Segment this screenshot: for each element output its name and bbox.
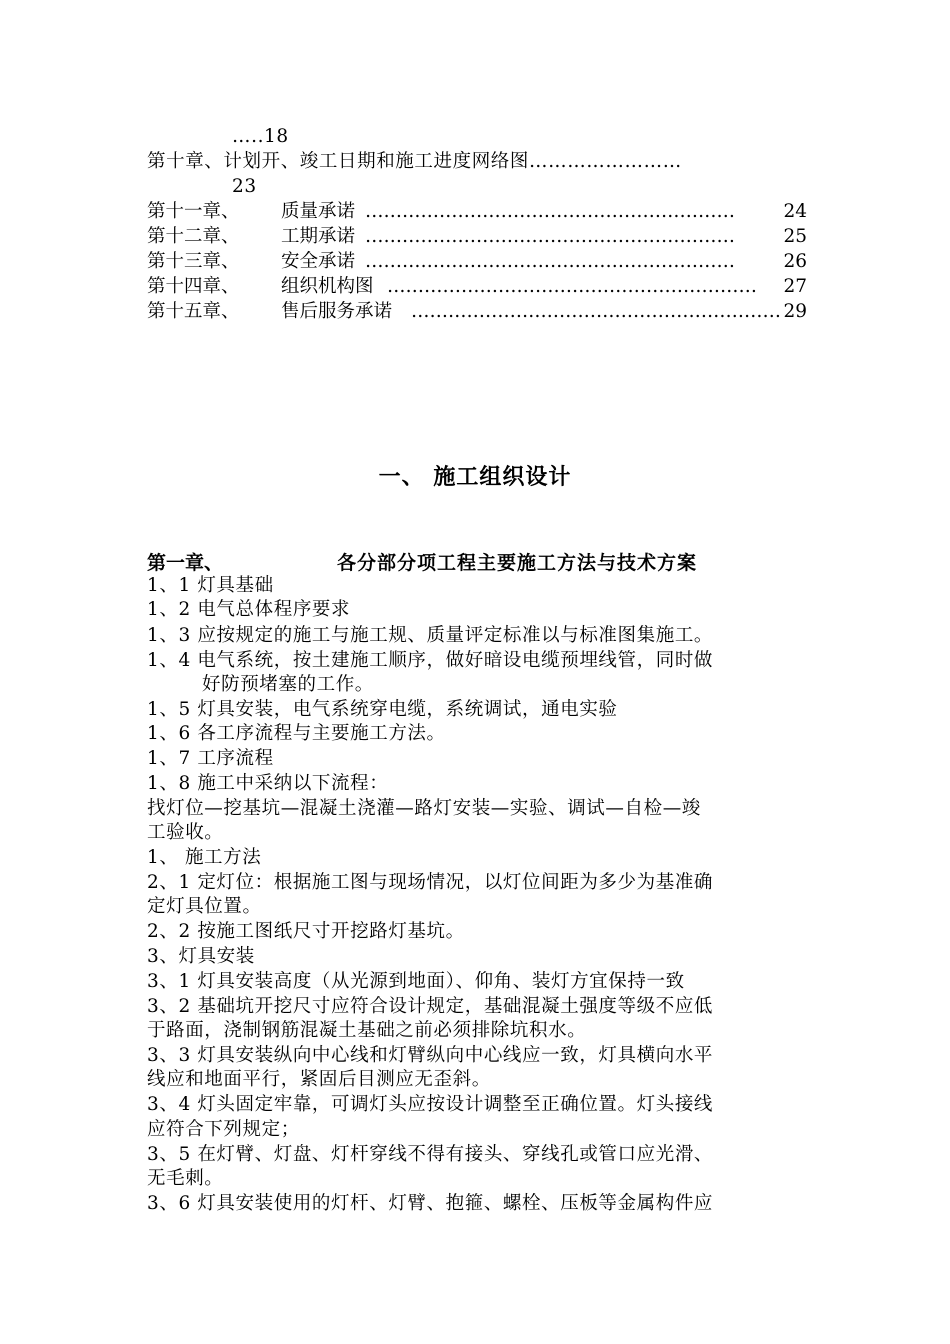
toc-leader-dots: …………………………………………………… <box>365 201 735 222</box>
toc-row <box>147 225 807 249</box>
body-line: 3、2 基础坑开挖尺寸应符合设计规定，基础混凝土强度等级不应低 <box>147 996 714 1017</box>
toc-page-number: 27 <box>783 276 807 297</box>
toc-row <box>147 200 807 224</box>
body-line: 3、4 灯头固定牢靠，可调灯头应按设计调整至正确位置。灯头接线 <box>147 1094 714 1115</box>
toc-continued-page: …..18 <box>232 126 289 147</box>
toc-chapter-title: 质量承诺 <box>281 201 356 222</box>
body-line: 3、1 灯具安装高度（从光源到地面）、仰角、装灯方宜保持一致 <box>147 971 685 992</box>
body-line: 1、 施工方法 <box>147 847 262 868</box>
body-line: 3、3 灯具安装纵向中心线和灯臂纵向中心线应一致，灯具横向水平 <box>147 1045 714 1066</box>
toc-chapter-label: 第十一章、 <box>147 201 240 222</box>
toc-chapter-label: 第十二章、 <box>147 226 240 247</box>
body-line: 1、6 各工序流程与主要施工方法。 <box>147 723 446 744</box>
toc-chapter-title: 组织机构图 <box>281 276 374 297</box>
toc-row <box>147 250 807 274</box>
body-line: 2、1 定灯位：根据施工图与现场情况，以灯位间距为多少为基准确 <box>147 872 714 893</box>
toc-page-number: 26 <box>783 251 807 272</box>
toc-chapter-title: 售后服务承诺 <box>281 301 393 322</box>
body-line: 无毛刺。 <box>147 1168 224 1189</box>
toc-row <box>147 300 807 324</box>
toc-chapter-title: 工期承诺 <box>281 226 356 247</box>
toc-page-number: 24 <box>783 201 807 222</box>
toc-page-number: 25 <box>783 226 807 247</box>
body-line: 1、2 电气总体程序要求 <box>147 599 351 620</box>
body-line: 1、5 灯具安装，电气系统穿电缆，系统调试，通电实验 <box>147 699 618 720</box>
toc-leader-dots: …………………………………………………… <box>365 226 735 247</box>
body-line: 1、7 工序流程 <box>147 748 274 769</box>
toc-leader-dots: …………………………………………………… <box>387 276 757 297</box>
toc-chapter-label: 第十五章、 <box>147 301 240 322</box>
toc-chapter-10: 第十章、计划开、竣工日期和施工进度网络图…………………… <box>147 151 682 172</box>
toc-chapter-10-page: 23 <box>232 176 257 197</box>
toc-leader-dots: …………………………………………………… <box>411 301 781 322</box>
body-line: 应符合下列规定； <box>147 1119 300 1140</box>
chapter-heading <box>147 548 807 574</box>
body-line: 3、6 灯具安装使用的灯杆、灯臂、抱箍、螺栓、压板等金属构件应 <box>147 1193 714 1214</box>
section-title: 一、 施工组织设计 <box>378 464 572 490</box>
chapter-label: 第一章、 <box>147 552 224 574</box>
body-line: 定灯具位置。 <box>147 896 262 917</box>
body-line: 好防预堵塞的工作。 <box>202 674 374 695</box>
toc-page-number: 29 <box>783 301 807 322</box>
toc-chapter-label: 第十三章、 <box>147 251 240 272</box>
body-line: 2、2 按施工图纸尺寸开挖路灯基坑。 <box>147 921 465 942</box>
body-line: 1、3 应按规定的施工与施工规、质量评定标准以与标准图集施工。 <box>147 625 714 646</box>
body-line: 1、4 电气系统，按土建施工顺序，做好暗设电缆预埋线管，同时做 <box>147 650 714 671</box>
body-line: 3、5 在灯臂、灯盘、灯杆穿线不得有接头、穿线孔或管口应光滑、 <box>147 1144 714 1165</box>
toc-row <box>147 275 807 299</box>
body-line: 找灯位—挖基坑—混凝土浇灌—路灯安装—实验、调试—自检—竣 <box>147 798 701 819</box>
body-line: 3、灯具安装 <box>147 946 255 967</box>
body-line: 1、8 施工中采纳以下流程： <box>147 773 389 794</box>
body-line: 1、1 灯具基础 <box>147 575 274 596</box>
body-line: 线应和地面平行，紧固后目测应无歪斜。 <box>147 1069 491 1090</box>
toc-chapter-label: 第十四章、 <box>147 276 240 297</box>
body-line: 于路面，浇制钢筋混凝土基础之前必须排除坑积水。 <box>147 1020 587 1041</box>
body-line: 工验收。 <box>147 822 224 843</box>
toc-leader-dots: …………………………………………………… <box>365 251 735 272</box>
chapter-title: 各分部分项工程主要施工方法与技术方案 <box>337 552 698 574</box>
toc-chapter-title: 安全承诺 <box>281 251 356 272</box>
